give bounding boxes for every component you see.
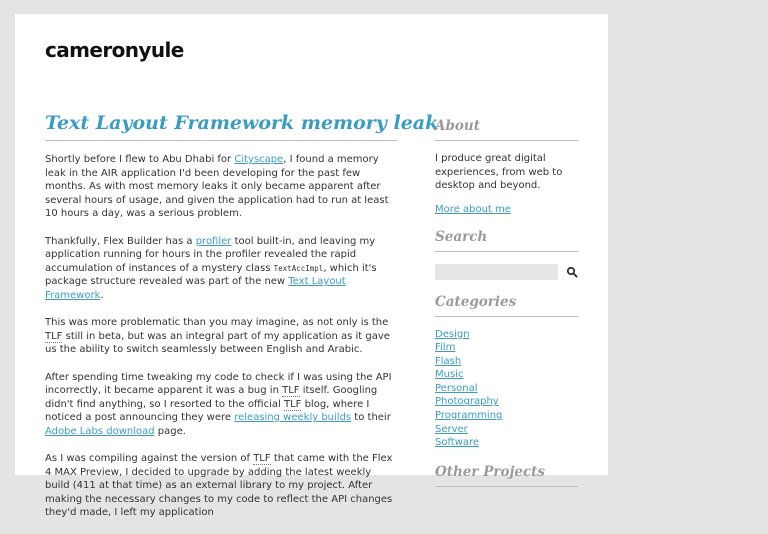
tlf-abbr: TLF [45,330,63,342]
adobe-labs-link[interactable]: Adobe Labs download [45,425,155,437]
list-item [435,395,578,409]
paragraph-5 [45,452,397,520]
tlf-abbr: TLF [253,453,271,464]
list-item [435,409,578,423]
list-item [435,355,578,369]
search-section [435,229,578,280]
weekly-builds-link[interactable]: releasing weekly builds [234,412,352,423]
category-software-link[interactable]: Software [435,437,480,449]
about-text: I produce great digital experiences, from web to desktop and beyond. [435,153,563,191]
paragraph-1 [45,153,397,221]
paragraph-2 [45,235,397,303]
search-row [435,264,578,280]
other-projects-section [435,464,578,487]
tlf-abbr: TLF [283,398,302,410]
tlf-link[interactable]: Text Layout Framework [45,276,346,301]
categories-section [435,294,578,450]
p2-text-3: , which it's package structure revealed was part of the new [45,262,377,287]
about-heading: About [435,118,578,141]
p4-text-1: After spending time tweaking my code to check if I was using the API incorrectly, it became apparent it was a bug in [45,371,392,396]
category-design-link[interactable]: Design [435,328,470,340]
p2-text-2: tool built-in, and leaving my application running for hours in the profiler revealed the rapid accumulation of instances of a mystery class [45,235,376,274]
p4-text-2: itself. Googling didn't find anything, so I resorted to the official [45,385,378,410]
p2-text-4: . [100,289,104,301]
more-about-link[interactable]: More about me [435,203,511,215]
paragraph-4 [45,371,397,439]
post-body [45,153,397,520]
category-flash-link[interactable]: Flash [435,355,462,367]
categories-heading: Categories [435,294,578,317]
search-icon[interactable] [566,266,578,278]
about-section [435,118,578,215]
p1-text-2: , I found a memory leak in the AIR application I'd been developing for the past few months. As with most memory leaks it only became apparent after several hours of usage, and given the application had to run at least 10 hours a day, was a serious problem. [45,154,389,219]
page-container [15,14,608,518]
post-title[interactable]: Text Layout Framework memory leak [45,112,397,141]
p3-text-2: still in beta, but was an integral part of my application as it gave us the ability to switch seamlessly between English and Arabic. [45,330,390,355]
list-item [435,382,578,396]
category-music-link[interactable]: Music [435,369,464,381]
list-item [435,341,578,355]
search-heading: Search [435,229,578,252]
cityscape-link[interactable]: Cityscape [234,154,284,165]
p1-text-1: Shortly before I flew to Abu Dhabi for [45,154,235,165]
search-input[interactable] [435,264,558,280]
p5-text-2: that came with the Flex 4 MAX Preview, I decided to upgrade by adding the latest weekly build (411 at that time) as an external library to my project. After making the necessary changes to my code to reflect the API changes they'd made, I left my application [45,453,393,518]
category-server-link[interactable]: Server [435,423,468,435]
p4-text-5: page. [154,425,186,437]
category-film-link[interactable]: Film [435,342,456,354]
list-item [435,368,578,382]
other-projects-heading: Other Projects [435,464,578,487]
p4-text-4: to their [351,412,391,423]
category-photography-link[interactable]: Photography [435,396,499,408]
profiler-link[interactable]: profiler [195,235,232,247]
list-item [435,328,578,342]
p5-text-1: As I was compiling against the version of [45,453,254,464]
tlf-abbr: TLF [282,385,300,396]
category-programming-link[interactable]: Programming [435,410,503,422]
p2-text-1: Thankfully, Flex Builder has a [45,235,196,247]
main-content [45,112,439,534]
category-list [435,328,578,450]
p3-text-1: This was more problematic than you may imagine, as not only is the [45,317,389,328]
site-logo[interactable]: cameronyule [45,38,184,62]
paragraph-3 [45,316,397,357]
sidebar [435,118,578,487]
category-personal-link[interactable]: Personal [435,382,478,394]
list-item [435,436,578,450]
p4-text-3: blog, where I noticed a post announcing they were [45,398,370,423]
list-item [435,423,578,437]
class-name-code: TextAccImpl [273,263,324,273]
